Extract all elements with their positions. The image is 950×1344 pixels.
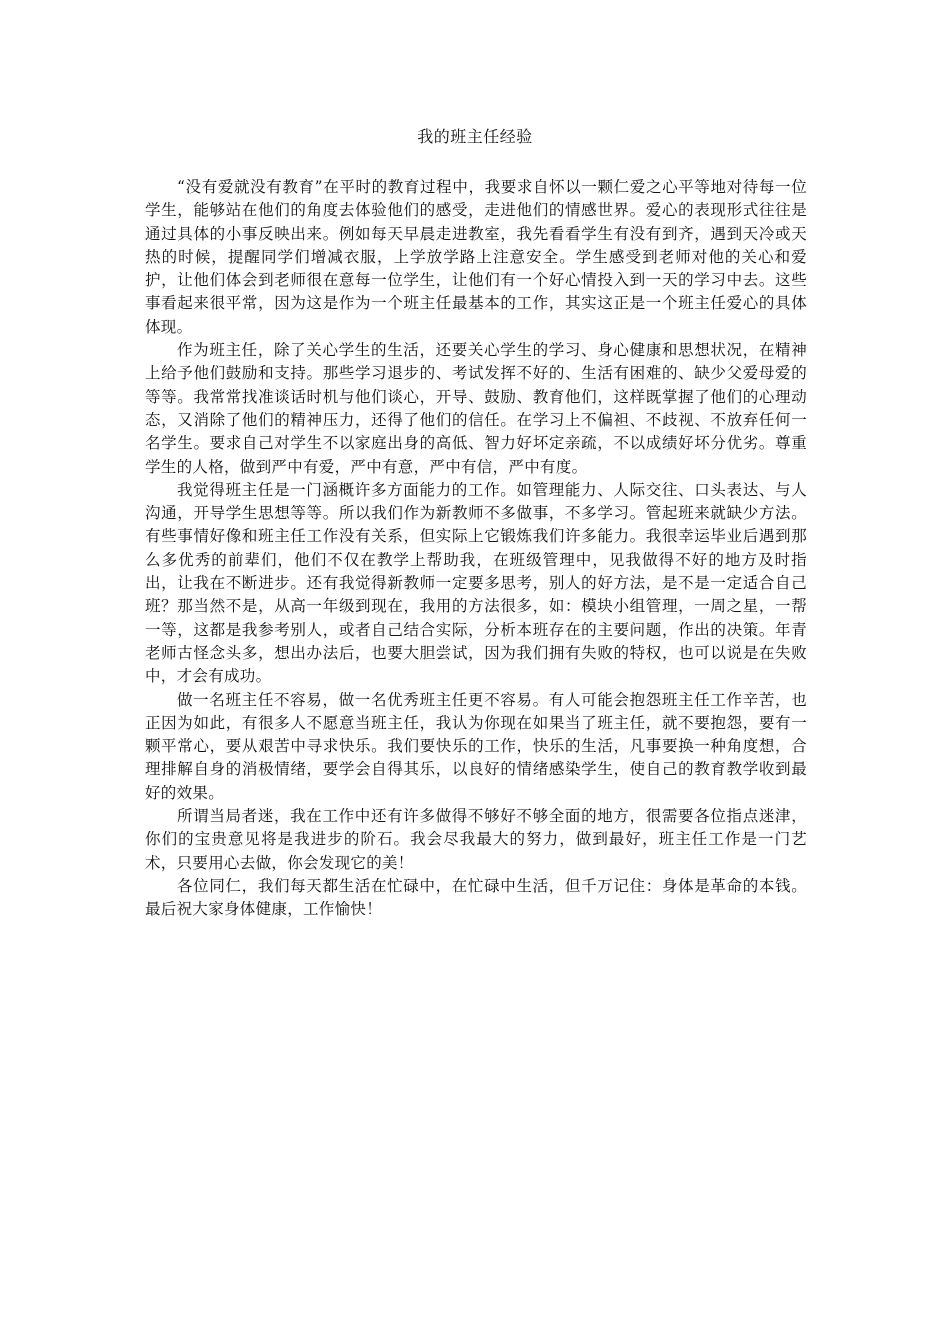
paragraph: 所谓当局者迷，我在工作中还有许多做得不够好不够全面的地方，很需要各位指点迷津，你们的宝贵意见将是我进步的阶石。我会尽我最大的努力，做到最好，班主任工作是一门艺术，只要用心去做，你会发现它的美！ [145,807,807,872]
paragraph: 作为班主任，除了关心学生的生活，还要关心学生的学习、身心健康和思想状况，在精神上给予他们鼓励和支持。那些学习退步的、考试发挥不好的、生活有困难的、缺少父爱母爱的等等。我常常找准谈话时机与他们谈心，开导、鼓励、教育他们，这样既掌握了他们的心理动态，又消除了他们的精神压力，还得了他们的信任。在学习上不偏袒、不歧视、不放弃任何一名学生。要求自己对学生不以家庭出身的高低、智力好坏定亲疏，不以成绩好坏分优劣。尊重学生的人格，做到严中有爱，严中有意，严中有信，严中有度。 [145,341,807,476]
document-body [145,176,807,922]
document-title: 我的班主任经验 [417,127,533,146]
paragraph: 我觉得班主任是一门涵概许多方面能力的工作。如管理能力、人际交往、口头表达、与人沟通，开导学生思想等等。所以我们作为新教师不多做事，不多学习。管起班来就缺少方法。有些事情好像和班主任工作没有关系，但实际上它锻炼我们许多能力。我很幸运毕业后遇到那么多优秀的前辈们，他们不仅在教学上帮助我，在班级管理中，见我做得不好的地方及时指出，让我在不断进步。还有我觉得新教师一定要多思考，别人的好方法，是不是一定适合自己班？那当然不是，从高一年级到现在，我用的方法很多，如：模块小组管理，一周之星，一帮一等，这都是我参考别人，或者自己结合实际，分析本班存在的主要问题，作出的决策。年青老师古怪念头多，想出办法后，也要大胆尝试，因为我们拥有失败的特权，也可以说是在失败中，才会有成功。 [145,480,807,686]
paragraph: 各位同仁，我们每天都生活在忙碌中，在忙碌中生活，但千万记住：身体是革命的本钱。最后祝大家身体健康，工作愉快！ [145,876,807,919]
paragraph: “没有爱就没有教育”在平时的教育过程中，我要求自怀以一颗仁爱之心平等地对待每一位学生，能够站在他们的角度去体验他们的感受，走进他们的情感世界。爱心的表现形式往往是通过具体的小事反映出来。例如每天早晨走进教室，我先看看学生有没有到齐，遇到天冷或天热的时候，提醒同学们增减衣服，上学放学路上注意安全。学生感受到老师对他的关心和爱护，让他们体会到老师很在意每一位学生，让他们有一个好心情投入到一天的学习中去。这些事看起来很平常，因为这是作为一个班主任最基本的工作，其实这正是一个班主任爱心的具体体现。 [145,178,807,336]
paragraph: 做一名班主任不容易，做一名优秀班主任更不容易。有人可能会抱怨班主任工作辛苦，也正因为如此，有很多人不愿意当班主任，我认为你现在如果当了班主任，就不要抱怨，要有一颗平常心，要从艰苦中寻求快乐。我们要快乐的工作，快乐的生活，凡事要换一种角度想，合理排解自身的消极情绪，要学会自得其乐，以良好的情绪感染学生，使自己的教育教学收到最好的效果。 [145,690,807,802]
